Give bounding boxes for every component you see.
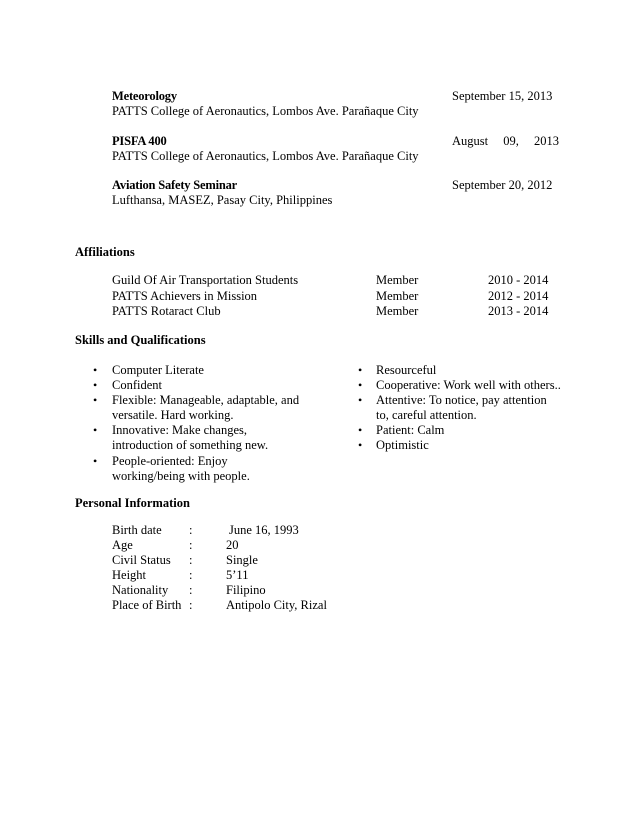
skill-item-cont: working/being with people. — [112, 469, 250, 483]
affiliation-org: PATTS Rotaract Club — [112, 304, 221, 318]
affiliation-role: Member — [376, 273, 419, 287]
seminar-title: Meteorology — [112, 89, 177, 103]
affiliation-role: Member — [376, 304, 419, 318]
affiliation-years: 2013 - 2014 — [488, 304, 549, 318]
affiliation-org: PATTS Achievers in Mission — [112, 289, 258, 303]
personal-sep: : — [189, 598, 193, 612]
personal-sep: : — [189, 538, 193, 552]
affiliation-years: 2010 - 2014 — [488, 273, 549, 287]
personal-label: Age — [112, 538, 133, 552]
personal-label: Civil Status — [112, 553, 171, 567]
seminar-venue: Lufthansa, MASEZ, Pasay City, Philippines — [112, 193, 333, 207]
bullet-icon: • — [358, 438, 363, 452]
skill-item: People-oriented: Enjoy — [112, 454, 228, 468]
skills-heading: Skills and Qualifications — [75, 333, 206, 347]
skill-item: Cooperative: Work well with others.. — [376, 378, 561, 392]
seminar-date: September 20, 2012 — [452, 178, 553, 192]
affiliations-heading: Affiliations — [75, 245, 135, 259]
seminar-venue: PATTS College of Aeronautics, Lombos Ave. Parañaque City — [112, 104, 419, 118]
seminar-venue: PATTS College of Aeronautics, Lombos Ave. Parañaque City — [112, 149, 419, 163]
skill-item: Flexible: Manageable, adaptable, and — [112, 393, 300, 407]
personal-label: Height — [112, 568, 147, 582]
affiliation-years: 2012 - 2014 — [488, 289, 549, 303]
skill-item: Attentive: To notice, pay attention — [376, 393, 547, 407]
personal-value: 20 — [226, 538, 239, 552]
bullet-icon: • — [93, 363, 98, 377]
bullet-icon: • — [358, 393, 363, 407]
skill-item: Computer Literate — [112, 363, 204, 377]
personal-sep: : — [189, 553, 193, 567]
bullet-icon: • — [93, 393, 98, 407]
skill-item: Confident — [112, 378, 162, 392]
seminar-title: Aviation Safety Seminar — [112, 178, 238, 192]
personal-value: Filipino — [226, 583, 266, 597]
bullet-icon: • — [93, 378, 98, 392]
personal-value: June 16, 1993 — [229, 523, 299, 537]
seminar-date: September 15, 2013 — [452, 89, 553, 103]
seminar-title: PISFA 400 — [112, 134, 167, 148]
skill-item: Patient: Calm — [376, 423, 445, 437]
seminar-date: August 09, 2013 — [452, 134, 559, 148]
personal-label: Place of Birth — [112, 598, 182, 612]
skill-item: Resourceful — [376, 363, 437, 377]
personal-sep: : — [189, 568, 193, 582]
personal-sep: : — [189, 583, 193, 597]
personal-sep: : — [189, 523, 193, 537]
personal-label: Nationality — [112, 583, 169, 597]
personal-value: 5’11 — [226, 568, 249, 582]
personal-label: Birth date — [112, 523, 162, 537]
skill-item-cont: versatile. Hard working. — [112, 408, 234, 422]
bullet-icon: • — [358, 423, 363, 437]
skill-item-cont: introduction of something new. — [112, 438, 269, 452]
bullet-icon: • — [358, 363, 363, 377]
skill-item: Innovative: Make changes, — [112, 423, 248, 437]
affiliation-role: Member — [376, 289, 419, 303]
bullet-icon: • — [93, 423, 98, 437]
personal-value: Antipolo City, Rizal — [226, 598, 327, 612]
skill-item: Optimistic — [376, 438, 429, 452]
skill-item-cont: to, careful attention. — [376, 408, 477, 422]
bullet-icon: • — [358, 378, 363, 392]
bullet-icon: • — [93, 454, 98, 468]
affiliation-org: Guild Of Air Transportation Students — [112, 273, 299, 287]
personal-heading: Personal Information — [75, 496, 190, 510]
personal-value: Single — [226, 553, 258, 567]
